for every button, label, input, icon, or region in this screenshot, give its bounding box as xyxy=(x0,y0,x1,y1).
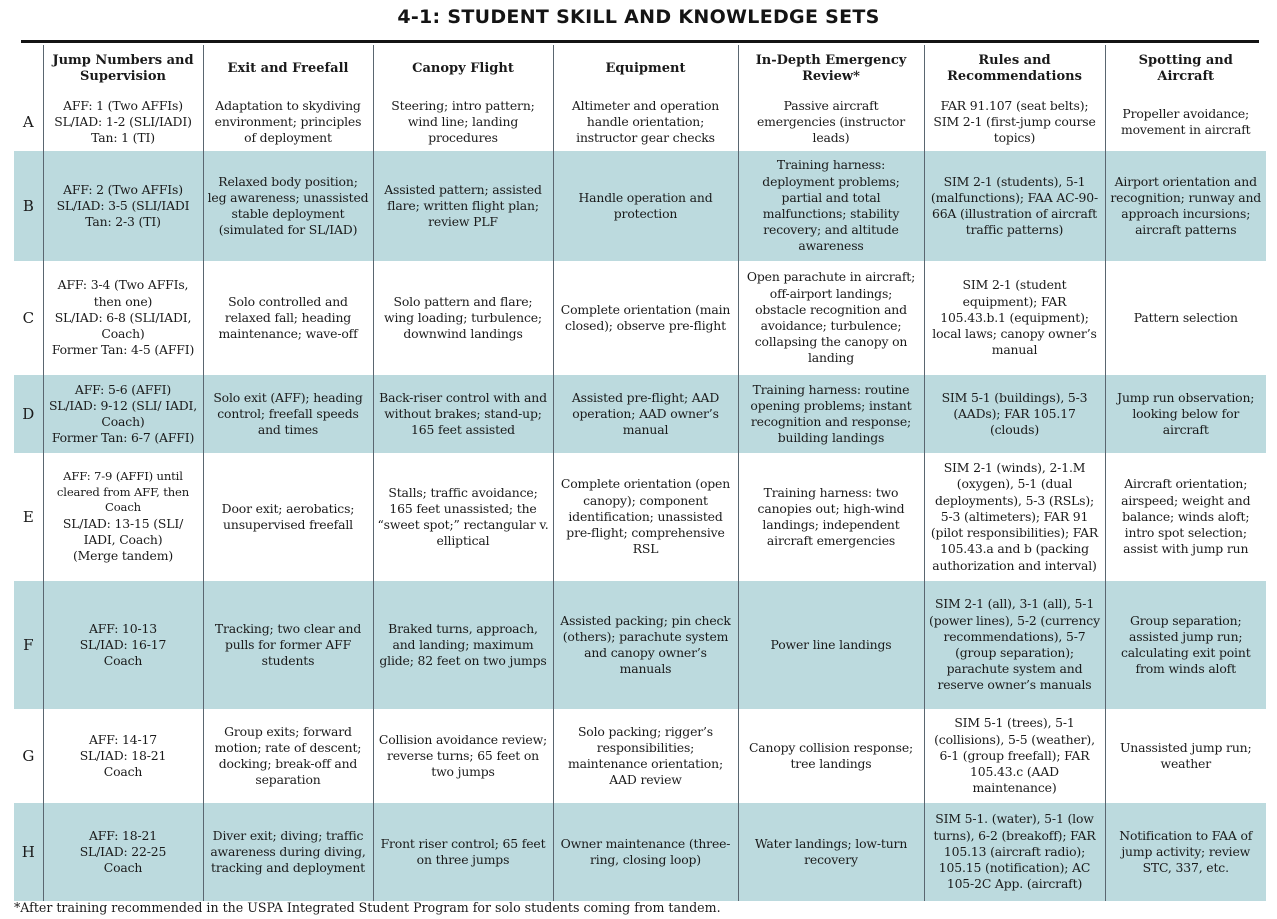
cell-equipment: Assisted pre-flight; AAD operation; AAD owner’s manual xyxy=(553,375,738,453)
cell-emergency: Open parachute in aircraft; off-airport landings; obstacle recognition and avoidance; turbulence; collapsing the canopy on landing xyxy=(738,261,924,375)
cell-jump xyxy=(43,375,203,453)
cell-line: SL/IAD: 22-25 xyxy=(79,843,167,859)
table-row xyxy=(14,581,1266,709)
cell-rules: SIM 2-1 (student equipment); FAR 105.43.b.1 (equipment); local laws; canopy owner’s manual xyxy=(924,261,1105,375)
header-equipment: Equipment xyxy=(553,45,738,93)
cell-equipment: Assisted packing; pin check (others); parachute system and canopy owner’s manuals xyxy=(553,581,738,709)
cell-equipment: Altimeter and operation handle orientation; instructor gear checks xyxy=(553,93,738,151)
cell-rules: SIM 5-1 (trees), 5-1 (collisions), 5-5 (weather), 6-1 (group freefall); FAR 105.43.c (AAD maintenance) xyxy=(924,709,1105,803)
cell-exit: Door exit; aerobatics; unsupervised freefall xyxy=(203,453,373,581)
cell-line: AFF: 14-17 xyxy=(88,731,158,747)
header-spotting-aircraft: Spotting and Aircraft xyxy=(1105,45,1266,93)
page-title: 4-1: STUDENT SKILL AND KNOWLEDGE SETS xyxy=(397,6,880,28)
title-divider xyxy=(21,40,1259,43)
cell-spotting: Propeller avoidance; movement in aircraft xyxy=(1105,93,1266,151)
cell-equipment: Complete orientation (main closed); observe pre-flight xyxy=(553,261,738,375)
cell-line: SL/IAD: 1-2 (SLI/IADI) xyxy=(54,113,192,129)
cell-exit: Tracking; two clear and pulls for former AFF students xyxy=(203,581,373,709)
cell-emergency: Water landings; low-turn recovery xyxy=(738,803,924,901)
table-row xyxy=(14,261,1266,375)
cell-exit: Solo exit (AFF); heading control; freefall speeds and times xyxy=(203,375,373,453)
cell-spotting: Pattern selection xyxy=(1105,261,1266,375)
cell-line: SL/IAD: 16-17 xyxy=(79,636,167,652)
skill-knowledge-table xyxy=(14,45,1266,901)
cell-exit: Group exits; forward motion; rate of descent; docking; break-off and separation xyxy=(203,709,373,803)
cell-rules: FAR 91.107 (seat belts); SIM 2-1 (first-jump course topics) xyxy=(924,93,1105,151)
table-row xyxy=(14,803,1266,901)
cell-canopy: Solo pattern and flare; wing loading; turbulence; downwind landings xyxy=(373,261,553,375)
cell-spotting: Group separation; assisted jump run; calculating exit point from winds aloft xyxy=(1105,581,1266,709)
cell-line: AFF: 2 (Two AFFIs) xyxy=(63,181,183,197)
header-emergency-review: In-Depth Emergency Review* xyxy=(738,45,924,93)
cell-spotting: Notification to FAA of jump activity; review STC, 337, etc. xyxy=(1105,803,1266,901)
header-row xyxy=(14,45,1266,93)
cell-jump xyxy=(43,709,203,803)
cell-spotting: Unassisted jump run; weather xyxy=(1105,709,1266,803)
cell-line: AFF: 5-6 (AFFI) xyxy=(74,381,172,397)
cell-line: SL/IAD: 3-5 (SLI/IADI xyxy=(56,197,190,213)
cell-jump xyxy=(43,261,203,375)
cell-emergency: Training harness: deployment problems; partial and total malfunctions; stability recovery; and altitude awareness xyxy=(738,151,924,261)
header-jump-numbers: Jump Numbers and Supervision xyxy=(43,45,203,93)
cell-canopy: Collision avoidance review; reverse turns; 65 feet on two jumps xyxy=(373,709,553,803)
cell-rules: SIM 2-1 (winds), 2-1.M (oxygen), 5-1 (dual deployments), 5-3 (RSLs); 5-3 (altimeters); FAR 91 (pilot responsibilities); FAR 105.43.a and b (packing authorization and interval) xyxy=(924,453,1105,581)
cell-jump-aff: AFF: 7-9 (AFFI) until cleared from AFF, then Coach xyxy=(56,469,190,515)
cell-exit: Solo controlled and relaxed fall; heading maintenance; wave-off xyxy=(203,261,373,375)
row-letter: B xyxy=(14,151,43,261)
cell-rules: SIM 5-1 (buildings), 5-3 (AADs); FAR 105.17 (clouds) xyxy=(924,375,1105,453)
header-exit-freefall: Exit and Freefall xyxy=(203,45,373,93)
cell-rules: SIM 2-1 (students), 5-1 (malfunctions); FAA AC-90-66A (illustration of aircraft traffic patterns) xyxy=(924,151,1105,261)
cell-exit: Relaxed body position; leg awareness; unassisted stable deployment (simulated for SL/IAD) xyxy=(203,151,373,261)
cell-jump xyxy=(43,93,203,151)
table-row xyxy=(14,709,1266,803)
cell-jump xyxy=(43,151,203,261)
cell-canopy: Assisted pattern; assisted flare; written flight plan; review PLF xyxy=(373,151,553,261)
cell-emergency: Training harness: routine opening problems; instant recognition and response; building landings xyxy=(738,375,924,453)
cell-exit: Adaptation to skydiving environment; principles of deployment xyxy=(203,93,373,151)
cell-line: Coach xyxy=(103,653,143,669)
cell-exit: Diver exit; diving; traffic awareness during diving, tracking and deployment xyxy=(203,803,373,901)
cell-line: Tan: 1 (TI) xyxy=(91,130,155,146)
cell-line: AFF: 18-21 xyxy=(88,827,158,843)
cell-line: Coach xyxy=(103,764,143,780)
cell-canopy: Steering; intro pattern; wind line; landing procedures xyxy=(373,93,553,151)
cell-line: SL/IAD: 9-12 (SLI/ IADI, Coach) xyxy=(48,397,198,429)
table-row xyxy=(14,453,1266,581)
cell-line: AFF: 1 (Two AFFIs) xyxy=(63,97,183,113)
cell-line: SL/IAD: 18-21 xyxy=(79,747,167,763)
cell-emergency: Power line landings xyxy=(738,581,924,709)
row-letter: A xyxy=(22,112,34,131)
row-letter: C xyxy=(22,308,34,327)
table-row xyxy=(14,93,1266,151)
cell-jump-sl xyxy=(48,516,199,565)
cell-equipment: Solo packing; rigger’s responsibilities; maintenance orientation; AAD review xyxy=(553,709,738,803)
cell-line: Coach xyxy=(103,860,143,876)
cell-canopy: Stalls; traffic avoidance; 165 feet unassisted; the “sweet spot;” rectangular v. elliptical xyxy=(373,453,553,581)
cell-equipment: Owner maintenance (three-ring, closing loop) xyxy=(553,803,738,901)
cell-jump xyxy=(43,581,203,709)
cell-jump xyxy=(43,803,203,901)
table-row xyxy=(14,151,1266,261)
row-letter: H xyxy=(14,803,43,901)
row-letter: F xyxy=(14,581,43,709)
cell-spotting: Airport orientation and recognition; runway and approach incursions; aircraft patterns xyxy=(1105,151,1266,261)
cell-jump xyxy=(43,453,203,581)
cell-emergency: Training harness: two canopies out; high-wind landings; independent aircraft emergencies xyxy=(738,453,924,581)
cell-line: SL/IAD: 6-8 (SLI/IADI, Coach) xyxy=(54,309,192,342)
cell-canopy: Back-riser control with and without brakes; stand-up; 165 feet assisted xyxy=(373,375,553,453)
cell-line: Former Tan: 6-7 (AFFI) xyxy=(51,430,195,446)
cell-rules: SIM 2-1 (all), 3-1 (all), 5-1 (power lines), 5-2 (currency recommendations), 5-7 (group separation); parachute system and reserve owner’s manuals xyxy=(924,581,1105,709)
cell-line: SL/IAD: 13-15 (SLI/ IADI, Coach) xyxy=(62,516,184,548)
row-letter: G xyxy=(22,746,35,765)
cell-rules: SIM 5-1. (water), 5-1 (low turns), 6-2 (breakoff); FAR 105.13 (aircraft radio); 105.15 (notification); AC 105-2C App. (aircraft) xyxy=(924,803,1105,901)
cell-canopy: Braked turns, approach, and landing; maximum glide; 82 feet on two jumps xyxy=(373,581,553,709)
cell-line: Former Tan: 4-5 (AFFI) xyxy=(51,342,195,358)
cell-spotting: Aircraft orientation; airspeed; weight and balance; winds aloft; intro spot selection; assist with jump run xyxy=(1105,453,1266,581)
footnote: *After training recommended in the USPA Integrated Student Program for solo students coming from tandem. xyxy=(14,900,721,915)
cell-spotting: Jump run observation; looking below for aircraft xyxy=(1105,375,1266,453)
cell-equipment: Handle operation and protection xyxy=(553,151,738,261)
cell-emergency: Canopy collision response; tree landings xyxy=(738,709,924,803)
header-level xyxy=(14,45,43,93)
table-row xyxy=(14,375,1266,453)
row-letter: E xyxy=(22,507,34,526)
cell-emergency: Passive aircraft emergencies (instructor leads) xyxy=(738,93,924,151)
cell-line: Tan: 2-3 (TI) xyxy=(85,214,161,230)
cell-line: AFF: 3-4 (Two AFFIs, then one) xyxy=(57,277,189,309)
header-canopy-flight: Canopy Flight xyxy=(373,45,553,93)
cell-line: (Merge tandem) xyxy=(72,548,174,564)
cell-line: AFF: 10-13 xyxy=(88,620,158,636)
header-rules: Rules and Recommendations xyxy=(924,45,1105,93)
cell-canopy: Front riser control; 65 feet on three jumps xyxy=(373,803,553,901)
cell-equipment: Complete orientation (open canopy); component identification; unassisted pre-flight; comprehensive RSL xyxy=(553,453,738,581)
row-letter: D xyxy=(14,375,43,453)
